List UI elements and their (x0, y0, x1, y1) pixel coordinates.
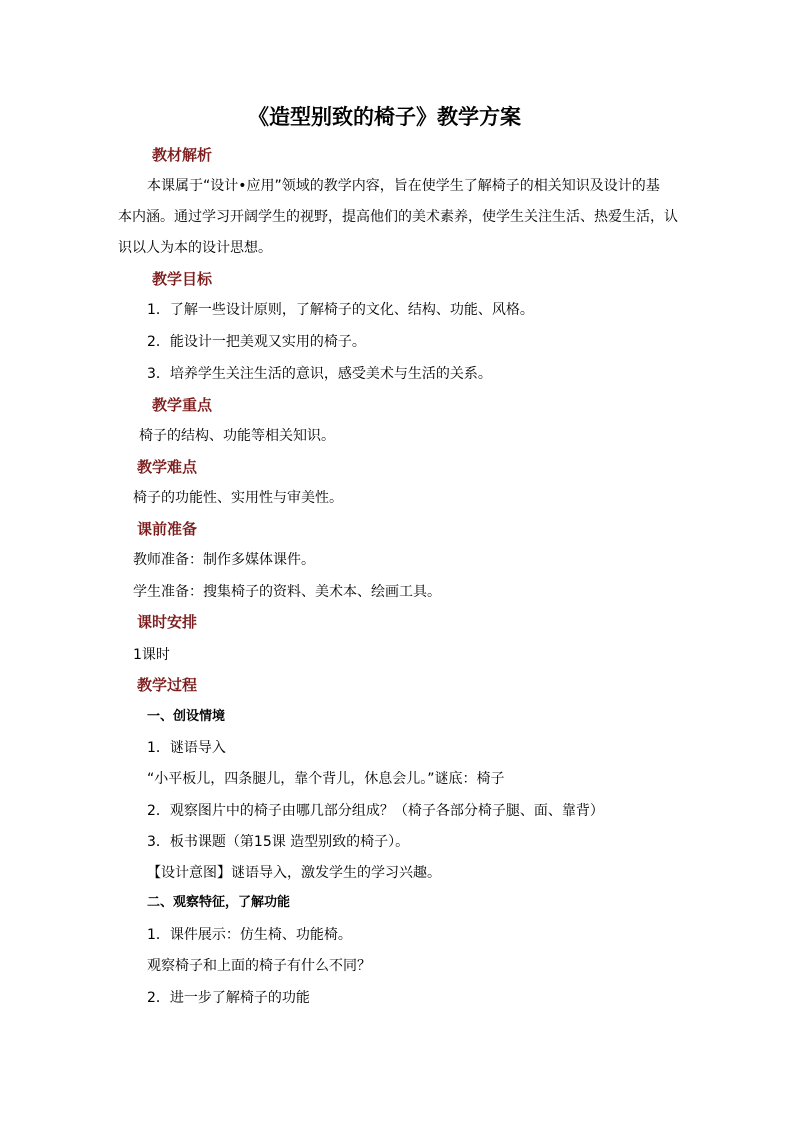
key-text: 椅子的结构、功能等相关知识。 (139, 428, 335, 444)
heading-schedule: 课时安排 (137, 613, 198, 631)
process-part1-line-1: 1．谜语导入 (147, 740, 226, 756)
page-title: 《造型别致的椅子》教学方案 (248, 104, 521, 129)
heading-prep: 课前准备 (137, 520, 198, 538)
process-part1-line-4: 3．板书课题（第15课 造型别致的椅子）。 (147, 834, 410, 850)
goal-item-2: 2．能设计一把美观又实用的椅子。 (147, 334, 366, 350)
analysis-line-2: 本内涵。通过学习开阔学生的视野，提高他们的美术素养，使学生关注生活、热爱生活，认 (118, 209, 678, 225)
difficulty-text: 椅子的功能性、实用性与审美性。 (133, 490, 343, 506)
analysis-line-3: 识以人为本的设计思想。 (118, 240, 272, 256)
process-part1-title: 一、创设情境 (147, 709, 226, 724)
heading-process: 教学过程 (137, 676, 198, 694)
prep-student: 学生准备：搜集椅子的资料、美术本、绘画工具。 (133, 584, 441, 600)
process-part2-title: 二、观察特征，了解功能 (147, 895, 291, 910)
goal-item-1: 1．了解一些设计原则，了解椅子的文化、结构、功能、风格。 (147, 302, 534, 318)
goal-item-3: 3．培养学生关注生活的意识，感受美术与生活的关系。 (147, 366, 492, 382)
analysis-line-1: 本课属于“设计•应用”领域的教学内容，旨在使学生了解椅子的相关知识及设计的基 (147, 178, 660, 194)
heading-analysis: 教材解析 (152, 146, 213, 164)
schedule-text: 1课时 (133, 647, 170, 663)
process-part2-line-1: 1．课件展示：仿生椅、功能椅。 (147, 927, 352, 943)
process-part1-line-2: “小平板儿，四条腿儿，靠个背儿，休息会儿。”谜底：椅子 (147, 771, 505, 787)
heading-goals: 教学目标 (152, 270, 213, 288)
process-part1-line-5: 【设计意图】谜语导入，激发学生的学习兴趣。 (147, 865, 441, 881)
process-part2-line-2: 观察椅子和上面的椅子有什么不同？ (147, 958, 371, 974)
prep-teacher: 教师准备：制作多媒体课件。 (133, 552, 315, 568)
process-part2-line-3: 2．进一步了解椅子的功能 (147, 990, 310, 1006)
heading-difficulty: 教学难点 (137, 458, 198, 476)
process-part1-line-3: 2．观察图片中的椅子由哪几部分组成？（椅子各部分椅子腿、面、靠背） (147, 803, 604, 819)
heading-key: 教学重点 (152, 396, 213, 414)
